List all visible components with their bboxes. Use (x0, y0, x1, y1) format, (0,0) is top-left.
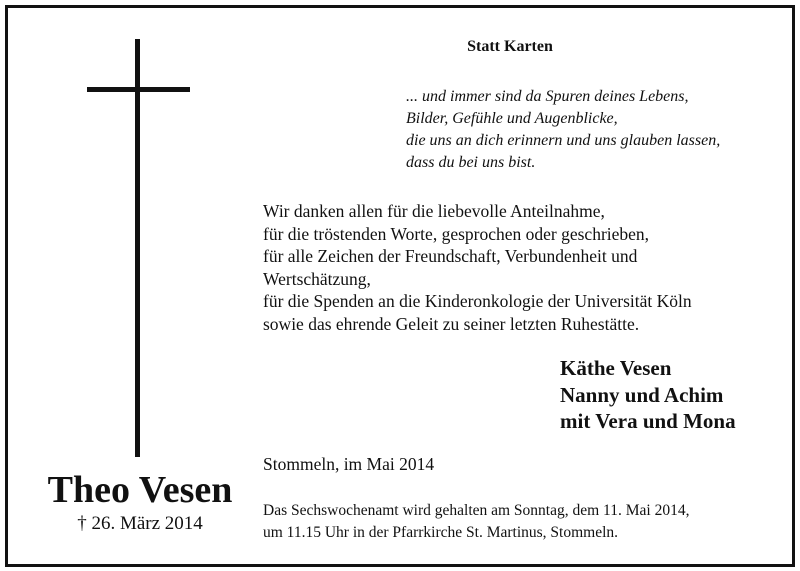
thanks-line: für die tröstenden Worte, gesprochen oder geschrieben, (263, 223, 650, 244)
cross-horizontal-bar (87, 87, 190, 92)
thanks-line: Wir danken allen für die liebevolle Anteilnahme, (263, 201, 605, 221)
thanks-line: sowie das ehrende Geleit zu seiner letzten Ruhestätte. (263, 313, 640, 334)
place-date: Stommeln, im Mai 2014 (263, 454, 435, 474)
deceased-name: Theo Vesen (47, 469, 233, 511)
cross-vertical-bar (135, 39, 140, 457)
mass-notice (263, 500, 689, 544)
signature-line: Nanny und Achim (560, 382, 724, 407)
poem-line: die uns an dich erinnern und uns glauben lassen, (406, 132, 721, 149)
thanks-line: für die Spenden an die Kinderonkologie der Universität Köln (263, 291, 692, 311)
signature-line: Käthe Vesen (560, 356, 672, 380)
thanks-text (263, 200, 692, 335)
death-date: † 26. März 2014 (77, 513, 203, 534)
signature-line: mit Vera und Mona (560, 409, 736, 433)
signatures (560, 355, 736, 435)
poem-line: dass du bei uns bist. (406, 154, 536, 171)
heading: Statt Karten (467, 38, 553, 55)
poem-line: ... und immer sind da Spuren deines Lebens, (406, 88, 689, 105)
notice-line: Das Sechswochenamt wird gehalten am Sonntag, dem 11. Mai 2014, (263, 502, 690, 519)
thanks-line: für alle Zeichen der Freundschaft, Verbundenheit und (263, 246, 638, 266)
poem-line: Bilder, Gefühle und Augenblicke, (406, 110, 618, 127)
poem (406, 86, 720, 174)
thanks-line: Wertschätzung, (263, 268, 371, 289)
notice-line: um 11.15 Uhr in der Pfarrkirche St. Martinus, Stommeln. (263, 524, 619, 541)
